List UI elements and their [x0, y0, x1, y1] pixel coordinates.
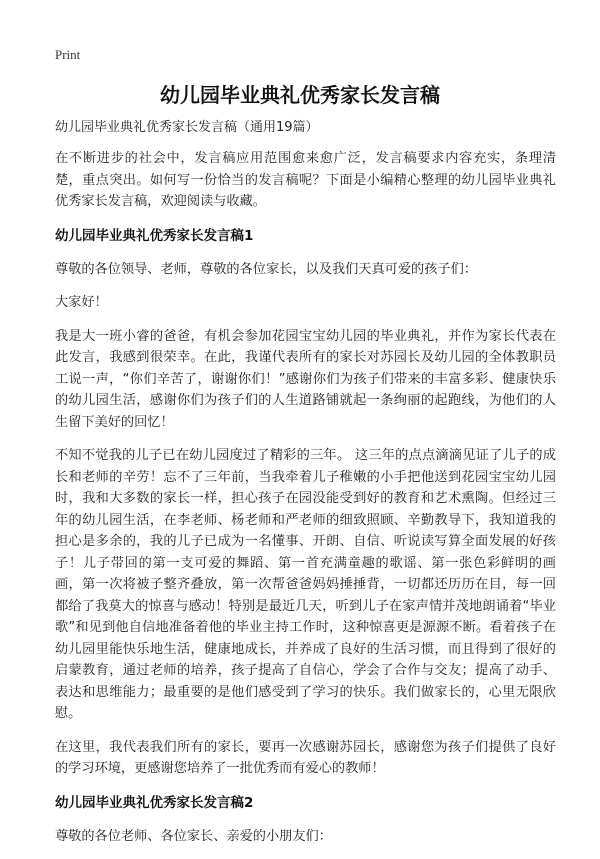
section1-paragraph: 不知不觉我的儿子已在幼儿园度过了精彩的三年。 这三年的点点滴滴见证了儿子的成长和老师的辛劳！忘不了三年前，当我牵着儿子稚嫩的小手把他送到花园宝宝幼儿园时，我和大多数的家长一样，担心孩子在园没能受到好的教育和艺术熏陶。但经过三年的幼儿园生活，在李老师、杨老师和严老师的细致照顾、辛勤教导下，我知道我的担心是多余的，我的儿子已成为一名懂事、开朗、自信、听说读写算全面发展的好孩子！儿子带回的第一支可爱的舞蹈、第一首充满童趣的歌谣、第一张色彩鲜明的画画，第一次将被子整齐叠放，第一次帮爸爸妈妈捶捶背，一切都还历历在目，每一回都给了我莫大的惊喜与感动！特别是最近几天，听到儿子在家声情并茂地朗诵着“毕业歌”和见到他自信地准备着他的毕业主持工作时，这种惊喜更是源源不断。看着孩子在幼儿园里能快乐地生活，健康地成长，并养成了良好的生活习惯，而且得到了很好的启蒙教育，通过老师的培养，孩子提高了自信心，学会了合作与交友；提高了动手、表达和思维能力；最重要的是他们感受到了学习的快乐。我们做家长的，心里无限欣慰。	[55, 448, 556, 721]
section1-hello: 大家好！	[55, 295, 108, 310]
document-title: 幼儿园毕业典礼优秀家长发言稿	[160, 83, 440, 107]
document-subtitle: 幼儿园毕业典礼优秀家长发言稿（通用19篇）	[55, 120, 319, 135]
section-heading-2: 幼儿园毕业典礼优秀家长发言稿2	[55, 794, 254, 811]
section-heading-1: 幼儿园毕业典礼优秀家长发言稿1	[55, 227, 254, 244]
section1-greeting: 尊敬的各位领导、老师，尊敬的各位家长，以及我们天真可爱的孩子们：	[55, 261, 477, 277]
document-body	[55, 148, 556, 859]
print-link[interactable]: Print	[55, 47, 81, 62]
intro-paragraph: 在不断进步的社会中，发言稿应用范围愈来愈广泛，发言稿要求内容充实，条理清楚，重点突出。如何写一份恰当的发言稿呢？下面是小编精心整理的幼儿园毕业典礼优秀家长发言稿，欢迎阅读与收藏。	[55, 151, 556, 209]
section1-paragraph: 我是大一班小睿的爸爸，有机会参加花园宝宝幼儿园的毕业典礼，并作为家长代表在此发言，我感到很荣幸。在此，我谨代表所有的家长对苏园长及幼儿园的全体教职员工说一声，“你们辛苦了，谢谢你们！”感谢你们为孩子们带来的丰富多彩、健康快乐的幼儿园生活，感谢你们为孩子们的人生道路铺就起一条绚丽的起跑线，为他们的人生留下美好的回忆！	[55, 328, 556, 430]
section1-paragraph: 在这里，我代表我们所有的家长，要再一次感谢苏园长，感谢您为孩子们提供了良好的学习环境，更感谢您培养了一批优秀而有爱心的教师！	[55, 739, 556, 776]
section2-greeting: 尊敬的各位老师、各位家长、亲爱的小朋友们：	[55, 828, 332, 844]
